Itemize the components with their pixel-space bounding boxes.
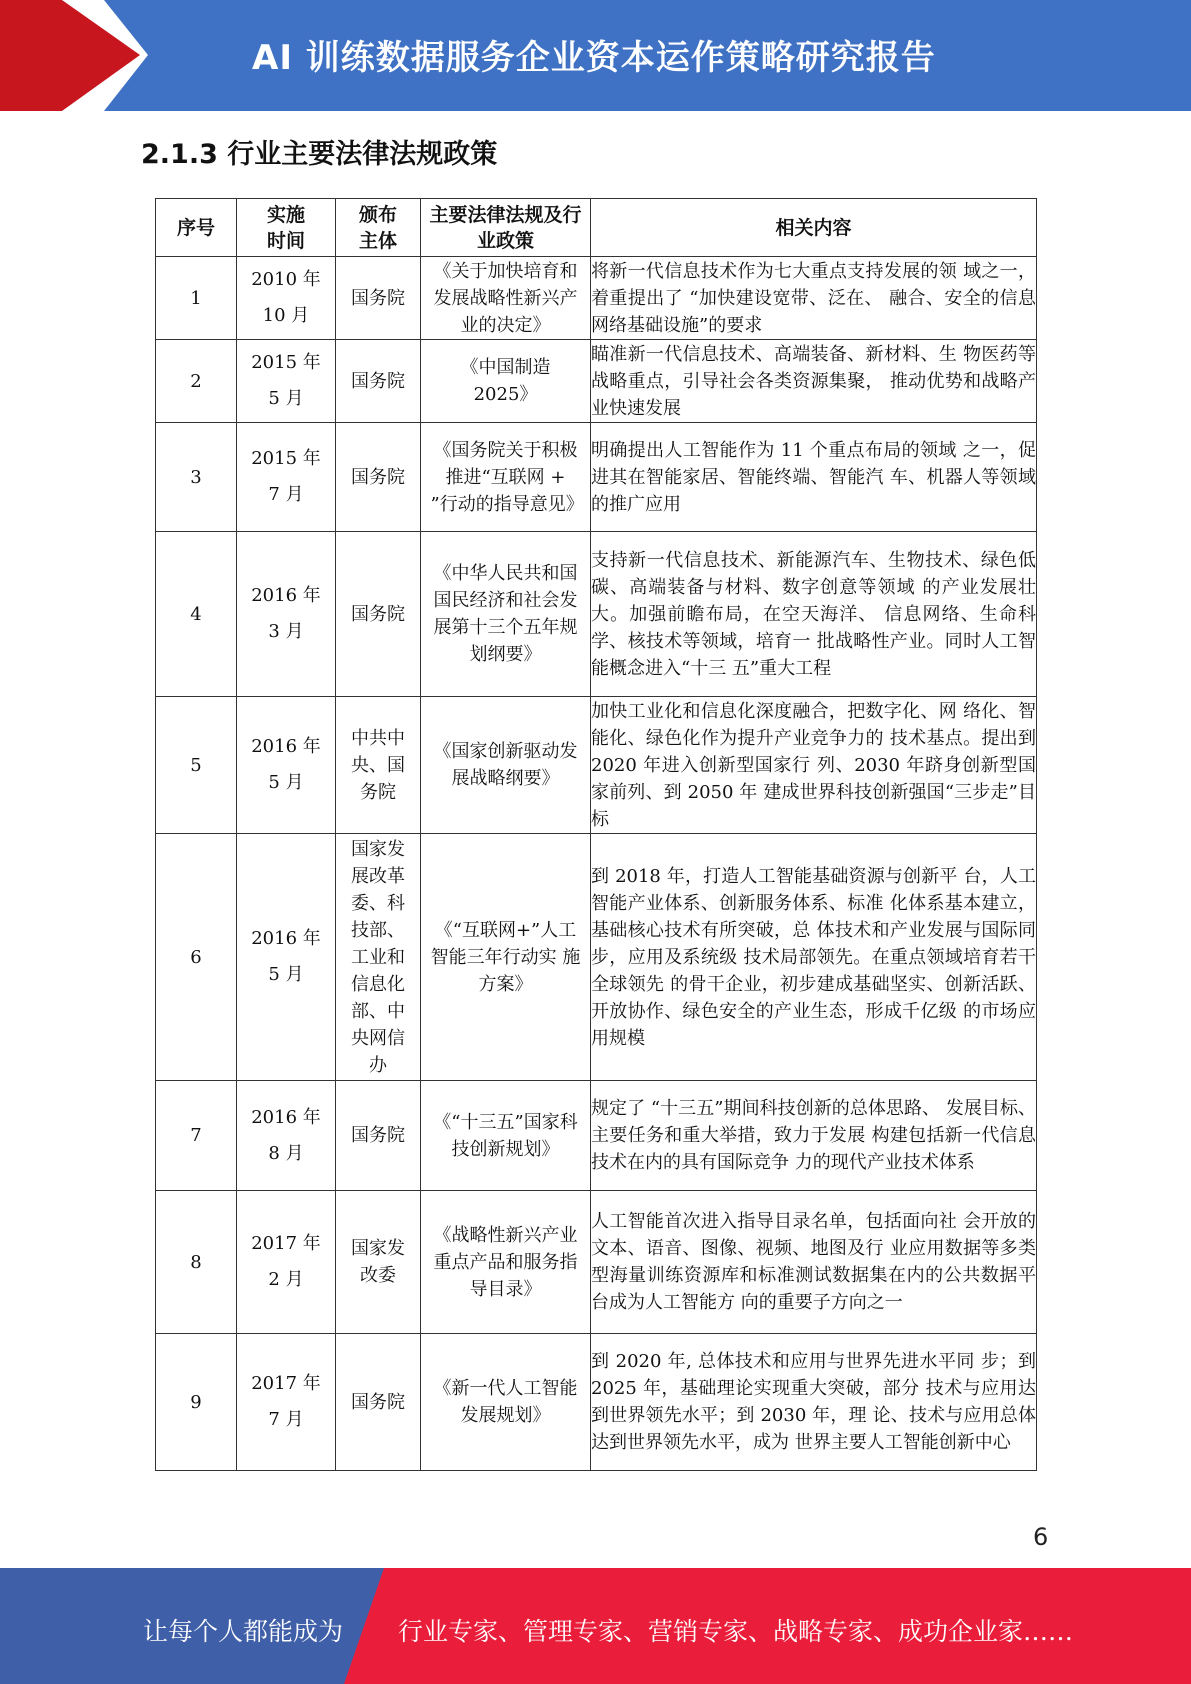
row-no-text: 3 xyxy=(190,466,202,488)
table-row xyxy=(156,532,1037,697)
row-no-cell xyxy=(156,1191,237,1334)
row-no-text: 4 xyxy=(190,603,202,625)
row-policy-text: 《战略性新兴产业重点产品和服务指导目录》 xyxy=(433,1224,578,1300)
col-header-policy xyxy=(421,199,591,257)
page-number: 6 xyxy=(1033,1523,1049,1551)
row-org-text: 国家发改委 xyxy=(351,1238,405,1286)
table-body xyxy=(156,257,1037,1471)
row-content-cell xyxy=(591,697,1037,834)
table-row xyxy=(156,697,1037,834)
row-policy-text: 《新一代人工智能发展规划》 xyxy=(433,1378,578,1426)
row-content-text: 到 2020 年, 总体技术和应用与世界先进水平同 步；到 2025 年，基础理论实现重大突破，部分 技术与应用达到世界领先水平；到 2030 年，理 论、技术与应用总体达到世界领先水平，成为 世界主要人工智能创新中心 xyxy=(591,1351,1036,1453)
row-no-text: 6 xyxy=(190,946,202,968)
row-org-cell xyxy=(336,1191,421,1334)
row-date-text: 2016 年 5 月 xyxy=(251,928,321,985)
table-row xyxy=(156,340,1037,423)
col-header-org-text: 颁布主体 xyxy=(358,203,397,252)
row-content-text: 人工智能首次进入指导目录名单，包括面向社 会开放的文本、语音、图像、视频、地图及行 业应用数据等多类型海量训练资源库和标准测试数据集在内的公共数据平台成为人工智能方 向的重要子方向之一 xyxy=(591,1211,1036,1313)
row-org-cell xyxy=(336,340,421,423)
row-org-cell xyxy=(336,257,421,340)
row-date-cell xyxy=(237,1191,336,1334)
row-no-cell xyxy=(156,532,237,697)
row-org-cell xyxy=(336,1334,421,1471)
row-org-cell xyxy=(336,834,421,1081)
row-no-cell xyxy=(156,1081,237,1191)
col-header-date xyxy=(237,199,336,257)
row-no-text: 8 xyxy=(190,1251,202,1273)
row-date-cell xyxy=(237,697,336,834)
row-date-text: 2016 年 8 月 xyxy=(251,1106,321,1164)
col-header-policy-text: 主要法律法规及行业政策 xyxy=(429,203,582,252)
row-date-cell xyxy=(237,340,336,423)
row-policy-cell xyxy=(421,1191,591,1334)
footer-slogan-right: 行业专家、管理专家、营销专家、战略专家、成功企业家…… xyxy=(398,1617,1074,1646)
row-content-cell xyxy=(591,340,1037,423)
row-policy-cell xyxy=(421,697,591,834)
table-header-row xyxy=(156,199,1037,257)
row-org-cell xyxy=(336,697,421,834)
row-org-text: 国务院 xyxy=(351,370,405,392)
row-content-text: 支持新一代信息技术、新能源汽车、生物技术、绿色低碳、高端装备与材料、数字创意等领域 的产业发展壮大。加强前瞻布局，在空天海洋、 信息网络、生命科学、核技术等领域，培育一 批战略性产业。同时人工智能概念进入“十三 五”重大工程 xyxy=(591,549,1036,679)
row-date-cell xyxy=(237,834,336,1081)
table-row xyxy=(156,423,1037,532)
row-date-text: 2016 年 3 月 xyxy=(251,585,321,642)
row-content-text: 加快工业化和信息化深度融合，把数字化、网 络化、智能化、绿色化作为提升产业竞争力的 技术基点。提出到 2020 年进入创新型国家行 列、2030 年跻身创新型国家前列、到 2050 年 建成世界科技创新强国“三步走”目标 xyxy=(591,700,1036,830)
table-row xyxy=(156,1191,1037,1334)
table-row xyxy=(156,834,1037,1081)
row-policy-cell xyxy=(421,257,591,340)
row-no-text: 9 xyxy=(190,1391,202,1413)
row-content-cell xyxy=(591,1334,1037,1471)
page-footer xyxy=(0,1568,1191,1684)
row-no-cell xyxy=(156,423,237,532)
row-policy-cell xyxy=(421,834,591,1081)
row-content-cell xyxy=(591,532,1037,697)
row-date-text: 2016 年 5 月 xyxy=(251,736,321,793)
row-content-cell xyxy=(591,1081,1037,1191)
row-org-cell xyxy=(336,1081,421,1191)
row-policy-cell xyxy=(421,340,591,423)
report-title: AI 训练数据服务企业资本运作策略研究报告 xyxy=(252,38,936,78)
row-content-cell xyxy=(591,1191,1037,1334)
section-title: 2.1.3 行业主要法律法规政策 xyxy=(141,139,498,170)
row-no-text: 5 xyxy=(190,754,202,776)
row-policy-text: 《中国制造 2025》 xyxy=(460,357,551,405)
page-header xyxy=(0,0,1191,111)
row-policy-text: 《“互联网+”人工 智能三年行动实 施方案》 xyxy=(430,919,581,995)
row-content-text: 将新一代信息技术作为七大重点支持发展的领 域之一，着重提出了 “加快建设宽带、泛在、 融合、安全的信息网络基础设施”的要求 xyxy=(591,260,1036,336)
row-policy-text: 《国务院关于积极推进“互联网 + ”行动的指导意见》 xyxy=(430,439,584,515)
table-row xyxy=(156,257,1037,340)
col-header-content: 相关内容 xyxy=(591,199,1037,257)
row-policy-cell xyxy=(421,532,591,697)
row-policy-cell xyxy=(421,423,591,532)
table-row xyxy=(156,1334,1037,1471)
row-policy-text: 《关于加快培育和发展战略性新兴产业的决定》 xyxy=(433,260,578,336)
row-no-text: 7 xyxy=(190,1125,202,1146)
row-content-text: 到 2018 年，打造人工智能基础资源与创新平 台，人工智能产业体系、创新服务体系、标准 化体系基本建立，基础核心技术有所突破，总 体技术和产业发展与国际同步，应用及系统级 技术局部领先。在重点领域培育若干全球领先 的骨干企业，初步建成基础坚实、创新活跃、 开放协作、绿色安全的产业生态，形成千亿级 的市场应用规模 xyxy=(591,865,1036,1049)
row-date-text: 2017 年 7 月 xyxy=(251,1373,321,1430)
col-header-no: 序号 xyxy=(156,199,237,257)
row-org-cell xyxy=(336,423,421,532)
row-org-text: 国务院 xyxy=(351,1391,405,1413)
row-date-cell xyxy=(237,1334,336,1471)
row-content-text: 明确提出人工智能作为 11 个重点布局的领域 之一，促进其在智能家居、智能终端、智能汽 车、机器人等领域的推广应用 xyxy=(591,439,1036,515)
row-date-cell xyxy=(237,532,336,697)
row-org-text: 国务院 xyxy=(351,287,405,309)
table-row xyxy=(156,1081,1037,1191)
row-org-text: 国家发展改革委、科技部、工业和信息化部、中央网信办 xyxy=(351,838,405,1076)
row-date-cell xyxy=(237,423,336,532)
row-date-text: 2017 年 2 月 xyxy=(251,1233,321,1290)
row-policy-cell xyxy=(421,1334,591,1471)
row-policy-cell xyxy=(421,1081,591,1191)
row-content-cell xyxy=(591,834,1037,1081)
row-date-text: 2010 年 10 月 xyxy=(251,269,321,326)
regulation-table xyxy=(155,198,1037,1471)
row-date-text: 2015 年 7 月 xyxy=(251,448,321,505)
row-org-text: 国务院 xyxy=(351,1125,405,1146)
footer-slogan-left: 让每个人都能成为 xyxy=(143,1617,344,1646)
row-no-cell xyxy=(156,340,237,423)
row-policy-text: 《“十三五”国家科技创新规划》 xyxy=(433,1111,578,1160)
row-org-text: 国务院 xyxy=(351,466,405,488)
row-no-text: 1 xyxy=(190,287,202,309)
row-content-cell xyxy=(591,423,1037,532)
row-org-text: 中共中央、国务院 xyxy=(351,727,405,803)
row-content-text: 瞄准新一代信息技术、高端装备、新材料、生 物医药等战略重点，引导社会各类资源集聚， 推动优势和战略产业快速发展 xyxy=(591,343,1036,419)
row-content-text: 规定了 “十三五”期间科技创新的总体思路、 发展目标、主要任务和重大举措，致力于发展 构建包括新一代信息技术在内的具有国际竞争 力的现代产业技术体系 xyxy=(591,1098,1036,1173)
row-date-text: 2015 年 5 月 xyxy=(251,352,321,409)
row-policy-text: 《国家创新驱动发展战略纲要》 xyxy=(433,741,578,789)
row-content-cell xyxy=(591,257,1037,340)
row-no-cell xyxy=(156,697,237,834)
row-org-cell xyxy=(336,532,421,697)
row-no-text: 2 xyxy=(190,370,202,392)
col-header-org xyxy=(336,199,421,257)
row-date-cell xyxy=(237,257,336,340)
row-no-cell xyxy=(156,1334,237,1471)
row-no-cell xyxy=(156,834,237,1081)
col-header-date-text: 实施时间 xyxy=(266,203,305,252)
row-policy-text: 《中华人民共和国国民经济和社会发展第十三个五年规划纲要》 xyxy=(433,563,578,665)
row-org-text: 国务院 xyxy=(351,603,405,625)
row-date-cell xyxy=(237,1081,336,1191)
row-no-cell xyxy=(156,257,237,340)
